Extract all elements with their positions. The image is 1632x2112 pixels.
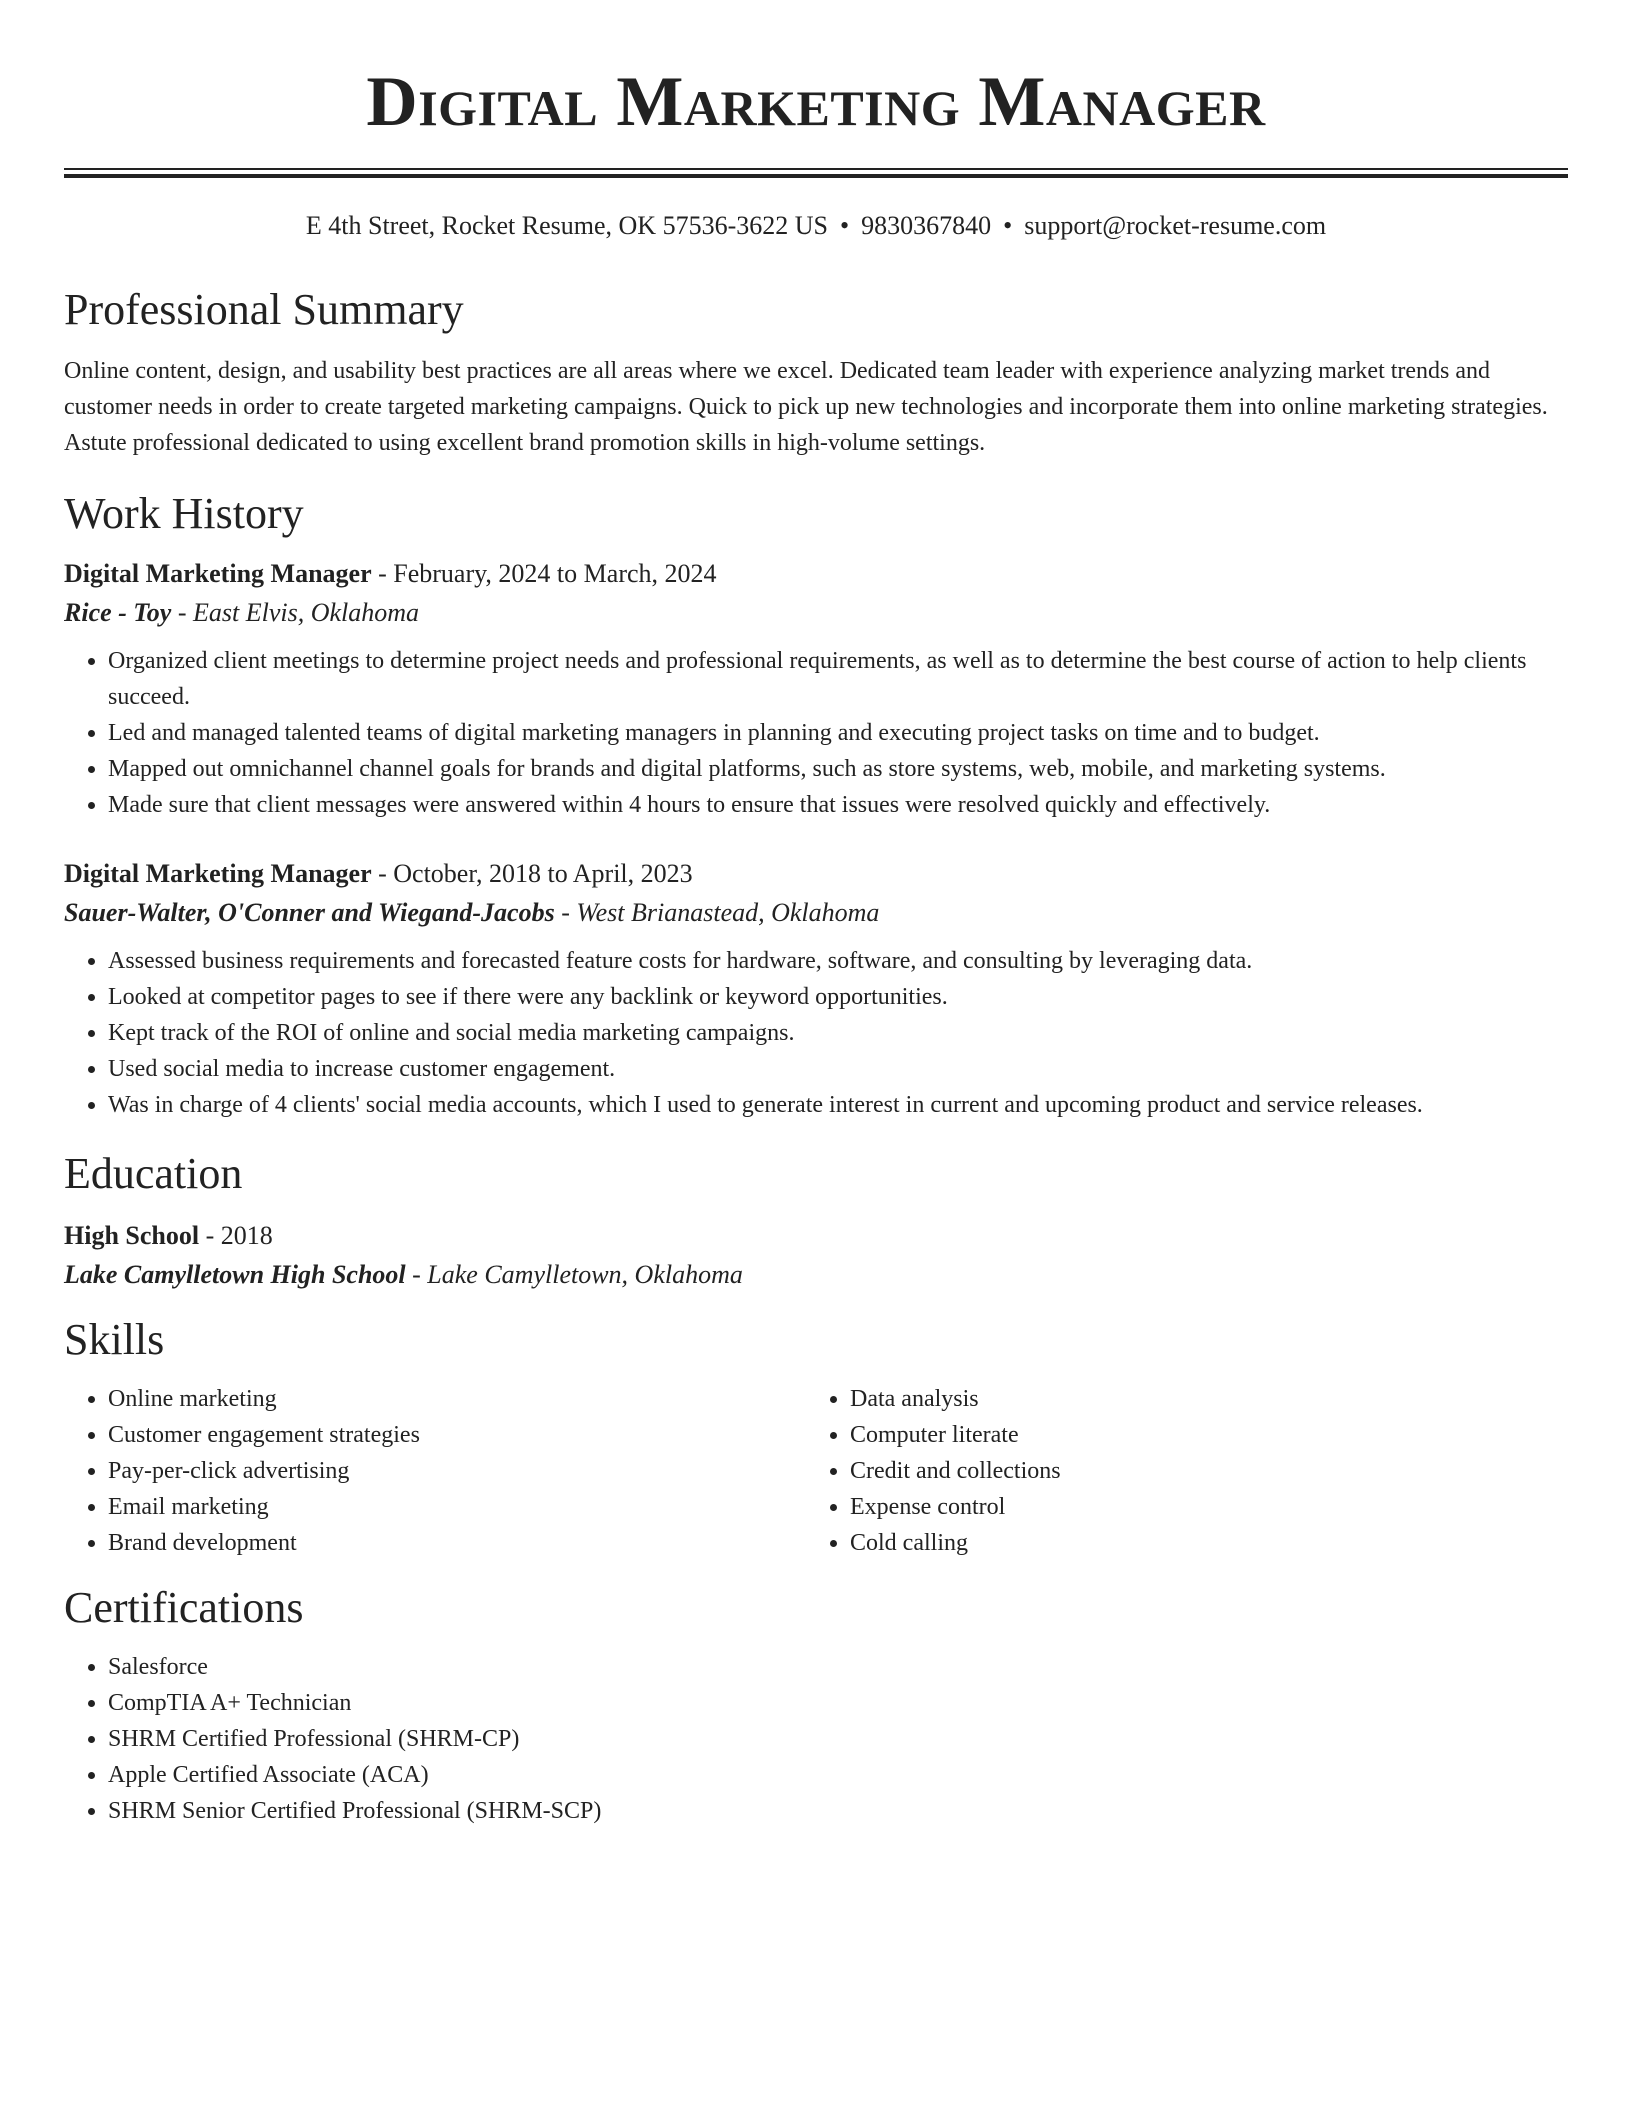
skill-item: • Brand development	[108, 1525, 806, 1561]
job-location: - West Brianastead, Oklahoma	[554, 898, 880, 927]
education-year: - 2018	[199, 1221, 273, 1250]
skill-item: • Pay-per-click advertising	[108, 1453, 806, 1489]
section-heading-skills: Skills	[64, 1315, 165, 1364]
contact-line	[64, 209, 1568, 243]
skill-item: • Online marketing	[108, 1381, 806, 1417]
certification-item: • SHRM Certified Professional (SHRM-CP)	[108, 1721, 1568, 1757]
job-bullet-list	[64, 643, 1568, 823]
header-double-rule	[64, 168, 1568, 178]
education-school-line	[64, 1255, 1568, 1295]
section-heading-certifications: Certifications	[64, 1583, 304, 1632]
skill-item: • Email marketing	[108, 1489, 806, 1525]
resume-name-title: Digital Marketing Manager	[366, 63, 1266, 141]
job-company-line	[64, 593, 1568, 633]
skill-item: • Computer literate	[850, 1417, 1061, 1453]
certification-item: • Apple Certified Associate (ACA)	[108, 1757, 1568, 1793]
contact-separator: •	[839, 211, 850, 240]
education-entry	[64, 1217, 1568, 1295]
job-company-line	[64, 893, 1568, 933]
job-location: - East Elvis, Oklahoma	[171, 598, 420, 627]
education-location: - Lake Camylletown, Oklahoma	[405, 1260, 743, 1289]
job-entry	[64, 555, 1568, 823]
skill-item: • Data analysis	[850, 1381, 1061, 1417]
job-bullet-list	[64, 943, 1568, 1123]
certifications-list	[64, 1649, 1568, 1829]
certification-item: • CompTIA A+ Technician	[108, 1685, 1568, 1721]
section-heading-education: Education	[64, 1149, 243, 1198]
job-title-line	[64, 855, 1568, 893]
skill-item: • Cold calling	[850, 1525, 1061, 1561]
job-bullet: • Made sure that client messages were answered within 4 hours to ensure that issues were resolved quickly and effectively.	[108, 787, 1568, 823]
job-bullet: • Mapped out omnichannel channel goals for brands and digital platforms, such as store systems, web, mobile, and marketing systems.	[108, 751, 1568, 787]
job-bullet: • Used social media to increase customer engagement.	[108, 1051, 1568, 1087]
job-company: Sauer-Walter, O'Conner and Wiegand-Jacobs	[64, 898, 555, 927]
job-title: Digital Marketing Manager	[64, 859, 372, 888]
section-heading-summary: Professional Summary	[64, 285, 464, 334]
contact-address: E 4th Street, Rocket Resume, OK 57536-3622 US	[305, 211, 828, 240]
skill-item: • Customer engagement strategies	[108, 1417, 806, 1453]
job-bullet: • Led and managed talented teams of digital marketing managers in planning and executing project tasks on time and to budget.	[108, 715, 1568, 751]
summary-text: Online content, design, and usability best practices are all areas where we excel. Dedicated team leader with experience analyzing market trends and customer needs in order to create targeted marketing campaigns. Quick to pick up new technologies and incorporate them into online marketing strategies. Astute professional dedicated to using excellent brand promotion skills in high-volume settings.	[64, 358, 1548, 456]
job-bullet: • Assessed business requirements and forecasted feature costs for hardware, software, and consulting by leveraging data.	[108, 943, 1568, 979]
job-dates: - February, 2024 to March, 2024	[371, 559, 717, 588]
section-heading-work-history: Work History	[64, 489, 304, 538]
skill-item: • Credit and collections	[850, 1453, 1061, 1489]
skills-list-right	[806, 1381, 1061, 1561]
skill-item: • Expense control	[850, 1489, 1061, 1525]
job-bullet: • Kept track of the ROI of online and social media marketing campaigns.	[108, 1015, 1568, 1051]
education-degree: High School	[64, 1221, 200, 1250]
skills-columns	[64, 1381, 1568, 1561]
contact-phone: 9830367840	[861, 211, 992, 240]
education-school: Lake Camylletown High School	[64, 1260, 406, 1289]
job-title: Digital Marketing Manager	[64, 559, 372, 588]
job-company: Rice - Toy	[64, 598, 172, 627]
contact-email: support@rocket-resume.com	[1024, 211, 1327, 240]
certification-item: • Salesforce	[108, 1649, 1568, 1685]
contact-separator: •	[1003, 211, 1013, 240]
job-bullet: • Looked at competitor pages to see if there were any backlink or keyword opportunities.	[108, 979, 1568, 1015]
job-entry	[64, 855, 1568, 1123]
job-title-line	[64, 555, 1568, 593]
job-dates: - October, 2018 to April, 2023	[371, 859, 693, 888]
job-bullet: • Organized client meetings to determine project needs and professional requirements, as well as to determine the best course of action to help clients succeed.	[108, 643, 1568, 715]
job-bullet: • Was in charge of 4 clients' social media accounts, which I used to generate interest in current and upcoming product and service releases.	[108, 1087, 1568, 1123]
education-degree-line	[64, 1217, 1568, 1255]
certification-item: • SHRM Senior Certified Professional (SHRM-SCP)	[108, 1793, 1568, 1829]
skills-list-left	[64, 1381, 806, 1561]
